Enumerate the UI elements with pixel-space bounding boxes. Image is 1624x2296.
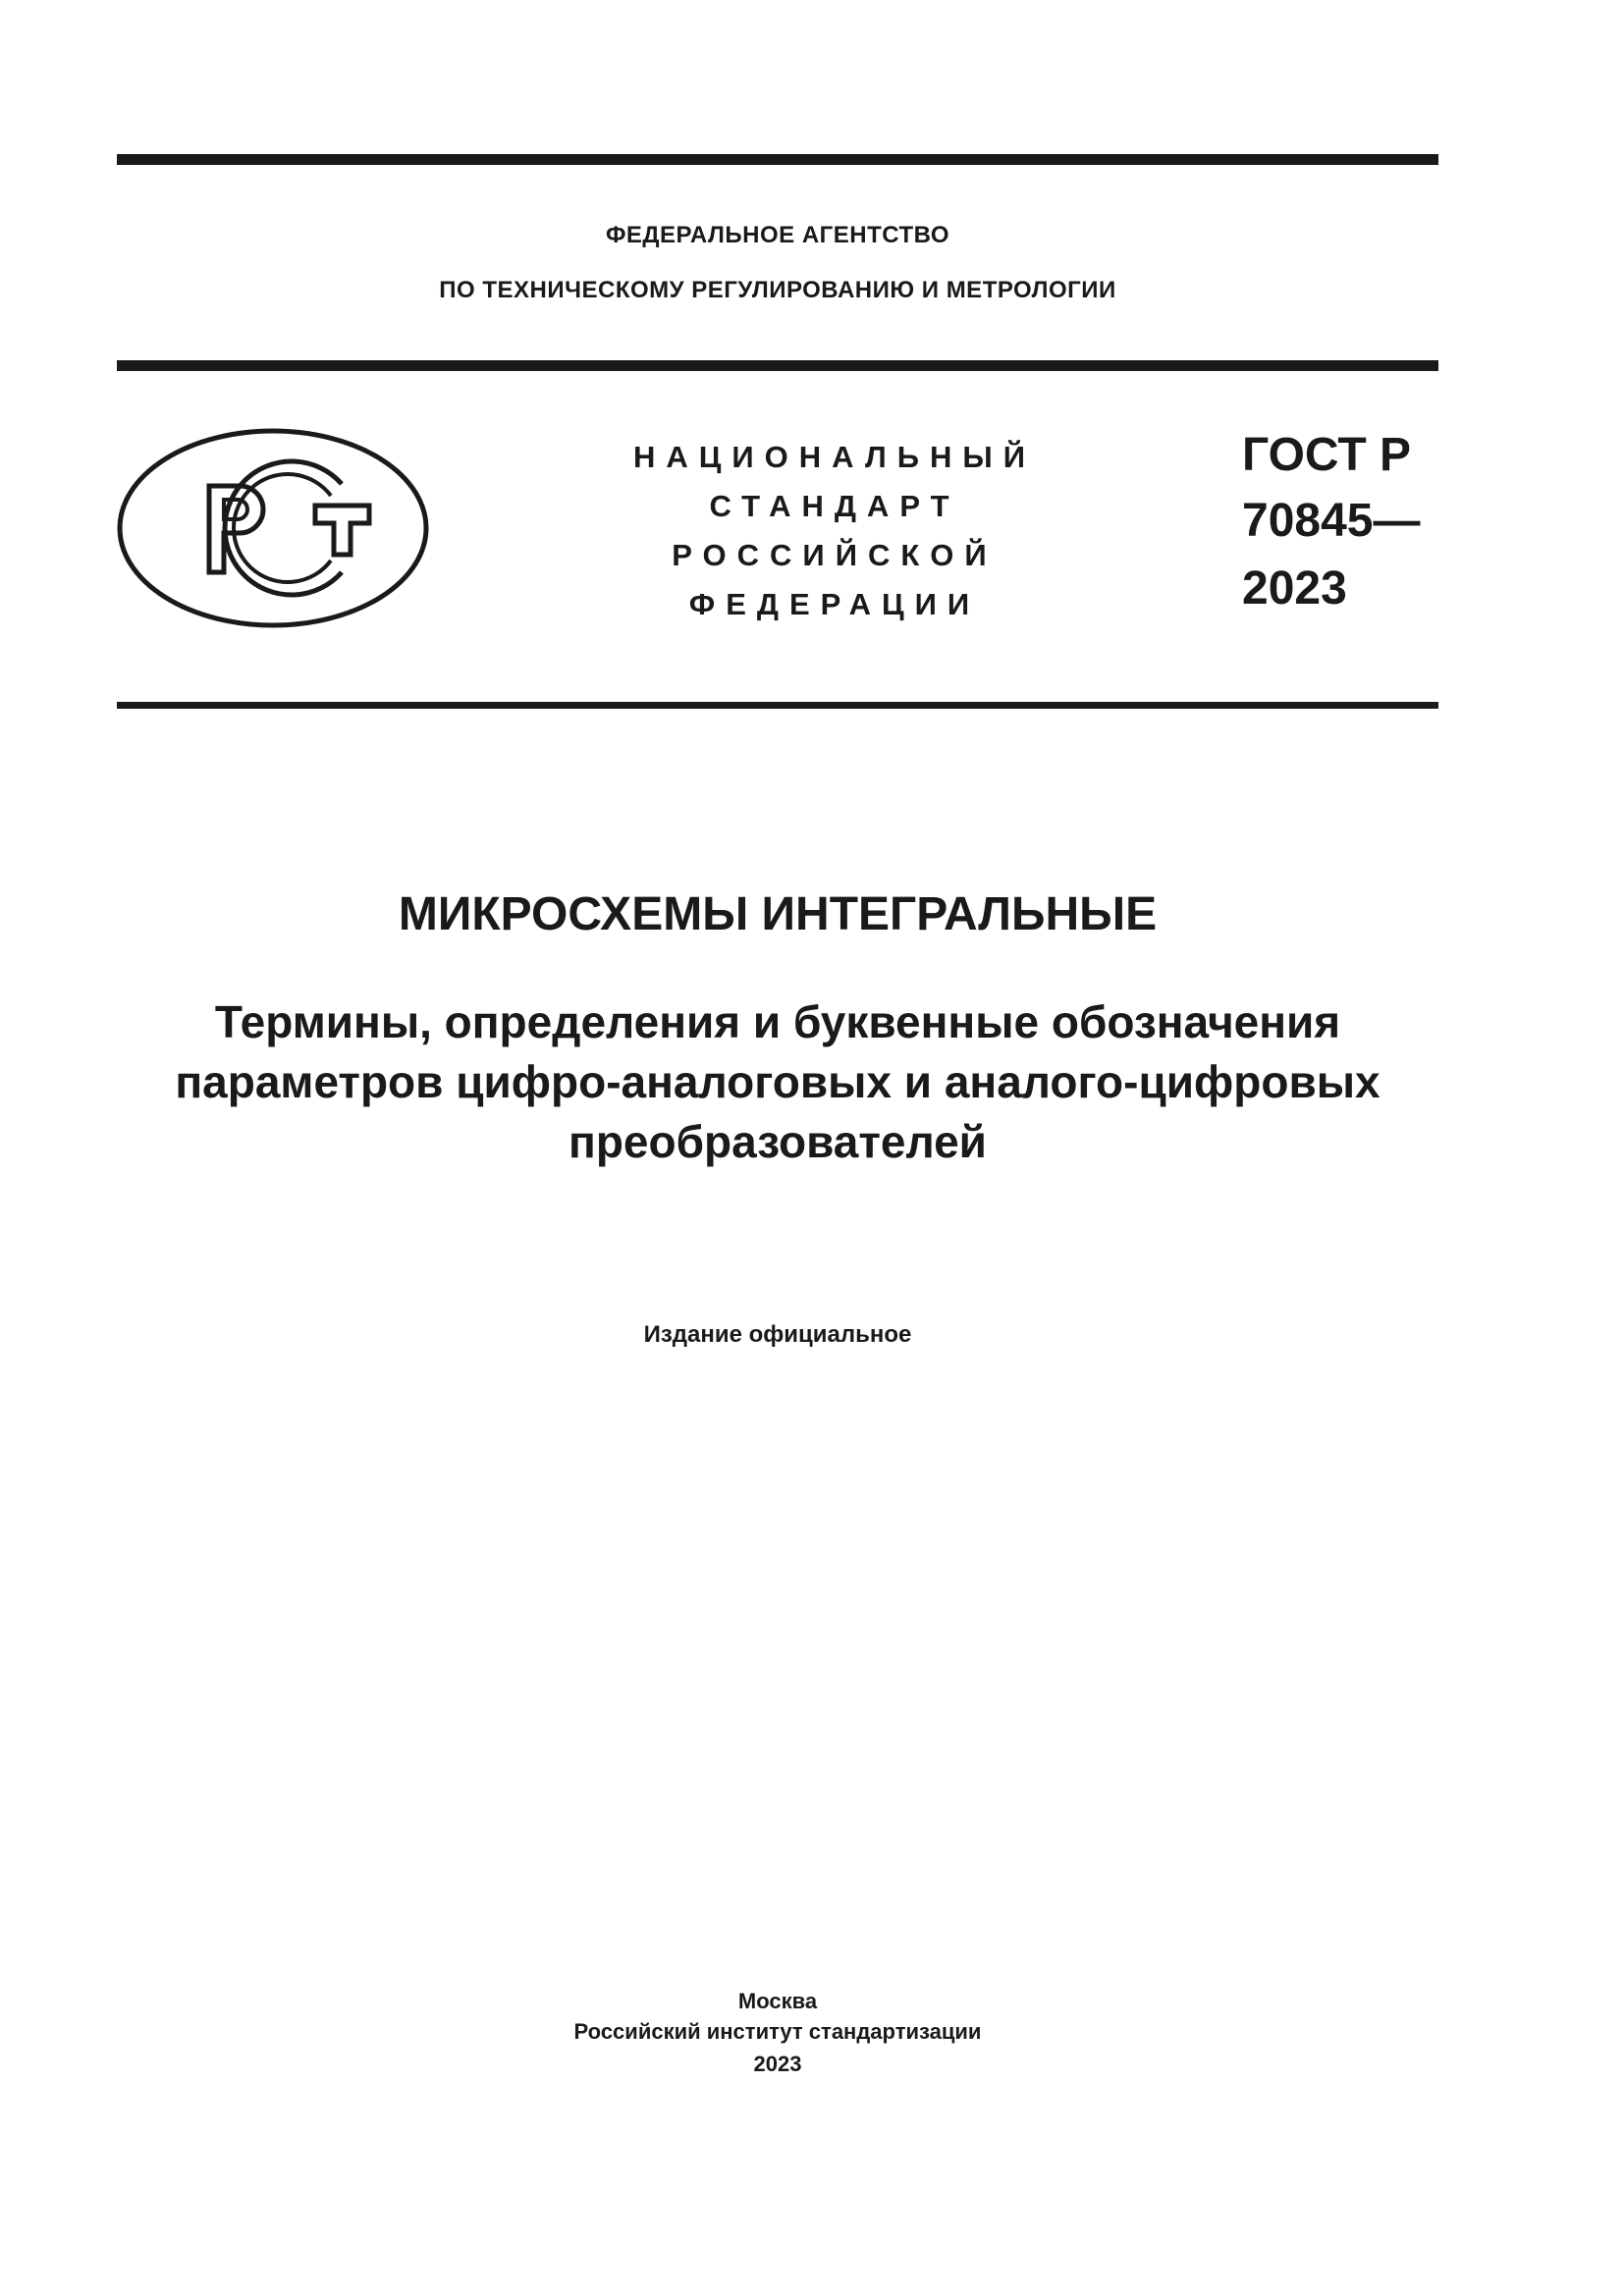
- standard-designation-line-1: ГОСТ Р: [1242, 429, 1412, 481]
- standard-designation-line-2: 70845—: [1242, 495, 1421, 547]
- document-title: МИКРОСХЕМЫ ИНТЕГРАЛЬНЫЕ: [398, 888, 1158, 940]
- middle-rule: [117, 360, 1438, 371]
- document-subtitle-line-1: Термины, определения и буквенные обозначения: [214, 996, 1341, 1047]
- document-subtitle-line-2: параметров цифро-аналоговых и аналого-цифровых: [175, 1056, 1380, 1107]
- bottom-rule: [117, 702, 1438, 709]
- rst-conformity-mark-icon: [114, 425, 433, 631]
- imprint-publisher: Российский институт стандартизации: [573, 2019, 982, 2044]
- national-standard-line-1: НАЦИОНАЛЬНЫЙ: [632, 440, 1037, 474]
- agency-name-line-1: ФЕДЕРАЛЬНОЕ АГЕНТСТВО: [605, 222, 950, 248]
- document-subtitle-line-3: преобразователей: [568, 1116, 987, 1167]
- imprint-city: Москва: [737, 1989, 818, 2013]
- top-rule: [117, 154, 1438, 165]
- national-standard-line-3: РОССИЙСКОЙ: [672, 538, 998, 572]
- standard-designation-line-3: 2023: [1242, 562, 1347, 614]
- agency-name-line-2: ПО ТЕХНИЧЕСКОМУ РЕГУЛИРОВАНИЮ И МЕТРОЛОГИИ: [439, 277, 1116, 303]
- national-standard-line-4: ФЕДЕРАЦИИ: [688, 587, 981, 621]
- imprint-year: 2023: [753, 2052, 802, 2076]
- edition-note: Издание официальное: [643, 1321, 912, 1348]
- national-standard-line-2: СТАНДАРТ: [709, 489, 960, 523]
